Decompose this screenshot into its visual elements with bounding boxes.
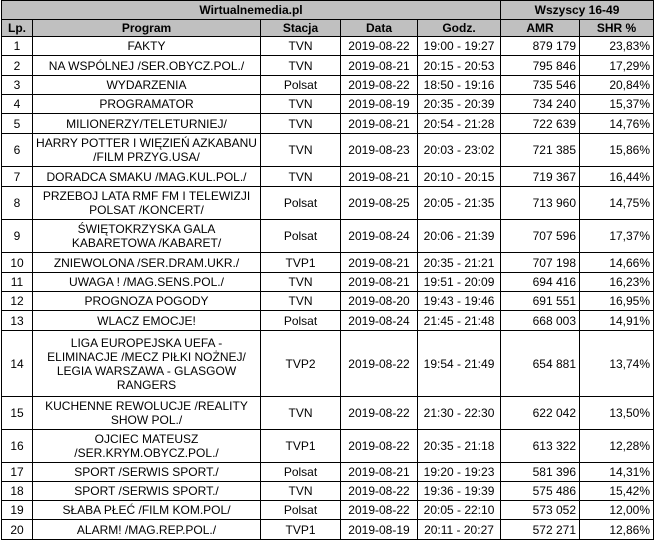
shr-cell: 20,84% <box>580 76 654 95</box>
date-cell: 2019-08-19 <box>341 95 418 114</box>
station-cell: TVP1 <box>261 520 341 540</box>
amr-cell: 668 003 <box>501 311 580 331</box>
time-cell: 20:10 - 20:15 <box>418 167 501 187</box>
shr-cell: 14,66% <box>580 253 654 273</box>
shr-cell: 14,76% <box>580 114 654 134</box>
date-cell: 2019-08-22 <box>341 397 418 430</box>
shr-header: SHR % <box>580 20 654 37</box>
source-title: Wirtualnemedia.pl <box>2 1 501 20</box>
station-cell: TVN <box>261 114 341 134</box>
column-header-row <box>2 20 654 37</box>
shr-cell: 16,95% <box>580 292 654 311</box>
table-row <box>2 520 654 540</box>
station-cell: Polsat <box>261 187 341 220</box>
program-cell: OJCIEC MATEUSZ /SER.KRYM.OBYCZ.POL./ <box>33 430 261 463</box>
rank-cell: 14 <box>2 331 33 397</box>
program-cell: UWAGA ! /MAG.SENS.POL./ <box>33 273 261 292</box>
station-cell: Polsat <box>261 463 341 482</box>
date-cell: 2019-08-24 <box>341 220 418 253</box>
date-cell: 2019-08-22 <box>341 76 418 95</box>
time-cell: 19:36 - 19:39 <box>418 482 501 501</box>
station-cell: TVP2 <box>261 331 341 397</box>
amr-cell: 735 546 <box>501 76 580 95</box>
rank-header: Lp. <box>2 20 33 37</box>
table-row <box>2 134 654 167</box>
amr-cell: 707 198 <box>501 253 580 273</box>
date-cell: 2019-08-21 <box>341 273 418 292</box>
time-cell: 19:00 - 19:27 <box>418 37 501 56</box>
time-cell: 19:54 - 21:49 <box>418 331 501 397</box>
table-row <box>2 167 654 187</box>
amr-cell: 573 052 <box>501 501 580 520</box>
station-cell: TVN <box>261 482 341 501</box>
date-header: Data <box>341 20 418 37</box>
rank-cell: 1 <box>2 37 33 56</box>
amr-cell: 734 240 <box>501 95 580 114</box>
date-cell: 2019-08-23 <box>341 134 418 167</box>
table-row <box>2 311 654 331</box>
date-cell: 2019-08-22 <box>341 37 418 56</box>
station-cell: Polsat <box>261 501 341 520</box>
amr-cell: 721 385 <box>501 134 580 167</box>
table-row <box>2 187 654 220</box>
amr-cell: 691 551 <box>501 292 580 311</box>
time-cell: 18:50 - 19:16 <box>418 76 501 95</box>
shr-cell: 13,74% <box>580 331 654 397</box>
amr-cell: 622 042 <box>501 397 580 430</box>
table-row <box>2 95 654 114</box>
shr-cell: 12,28% <box>580 430 654 463</box>
date-cell: 2019-08-22 <box>341 331 418 397</box>
program-cell: SPORT /SERWIS SPORT./ <box>33 482 261 501</box>
date-cell: 2019-08-21 <box>341 56 418 76</box>
table-row <box>2 482 654 501</box>
time-cell: 19:51 - 20:09 <box>418 273 501 292</box>
title-row <box>2 1 654 20</box>
table-row <box>2 273 654 292</box>
station-cell: Polsat <box>261 311 341 331</box>
date-cell: 2019-08-21 <box>341 463 418 482</box>
time-header: Godz. <box>418 20 501 37</box>
station-cell: TVN <box>261 56 341 76</box>
rank-cell: 18 <box>2 482 33 501</box>
shr-cell: 14,91% <box>580 311 654 331</box>
rank-cell: 11 <box>2 273 33 292</box>
date-cell: 2019-08-21 <box>341 114 418 134</box>
rank-cell: 4 <box>2 95 33 114</box>
station-cell: TVN <box>261 292 341 311</box>
rank-cell: 3 <box>2 76 33 95</box>
station-cell: TVN <box>261 397 341 430</box>
station-cell: TVP1 <box>261 253 341 273</box>
program-cell: ALARM! /MAG.REP.POL./ <box>33 520 261 540</box>
table-row <box>2 331 654 397</box>
amr-cell: 795 846 <box>501 56 580 76</box>
program-cell: SPORT /SERWIS SPORT./ <box>33 463 261 482</box>
date-cell: 2019-08-21 <box>341 253 418 273</box>
station-cell: TVN <box>261 273 341 292</box>
shr-cell: 14,31% <box>580 463 654 482</box>
amr-cell: 613 322 <box>501 430 580 463</box>
program-cell: PROGRAMATOR <box>33 95 261 114</box>
station-cell: TVN <box>261 37 341 56</box>
table-row <box>2 56 654 76</box>
rank-cell: 13 <box>2 311 33 331</box>
time-cell: 20:35 - 20:39 <box>418 95 501 114</box>
program-cell: WYDARZENIA <box>33 76 261 95</box>
table-body <box>2 37 654 540</box>
date-cell: 2019-08-22 <box>341 430 418 463</box>
time-cell: 20:35 - 21:21 <box>418 253 501 273</box>
program-cell: PRZEBOJ LATA RMF FM I TELEWIZJI POLSAT /KONCERT/ <box>33 187 261 220</box>
shr-cell: 14,75% <box>580 187 654 220</box>
shr-cell: 17,37% <box>580 220 654 253</box>
time-cell: 20:15 - 20:53 <box>418 56 501 76</box>
time-cell: 20:11 - 20:27 <box>418 520 501 540</box>
station-cell: Polsat <box>261 220 341 253</box>
station-cell: TVN <box>261 167 341 187</box>
rank-cell: 6 <box>2 134 33 167</box>
program-cell: ŚWIĘTOKRZYSKA GALA KABARETOWA /KABARET/ <box>33 220 261 253</box>
time-cell: 21:30 - 22:30 <box>418 397 501 430</box>
table-row <box>2 397 654 430</box>
amr-cell: 707 596 <box>501 220 580 253</box>
rank-cell: 8 <box>2 187 33 220</box>
time-cell: 20:03 - 23:02 <box>418 134 501 167</box>
table-row <box>2 220 654 253</box>
shr-cell: 12,00% <box>580 501 654 520</box>
ratings-table <box>1 0 654 540</box>
rank-cell: 17 <box>2 463 33 482</box>
time-cell: 21:45 - 21:48 <box>418 311 501 331</box>
date-cell: 2019-08-25 <box>341 187 418 220</box>
segment-title: Wszyscy 16-49 <box>501 1 654 20</box>
program-cell: ZNIEWOLONA /SER.DRAM.UKR./ <box>33 253 261 273</box>
station-cell: TVP1 <box>261 430 341 463</box>
time-cell: 19:20 - 19:23 <box>418 463 501 482</box>
program-cell: FAKTY <box>33 37 261 56</box>
rank-cell: 16 <box>2 430 33 463</box>
date-cell: 2019-08-21 <box>341 167 418 187</box>
time-cell: 20:54 - 21:28 <box>418 114 501 134</box>
rank-cell: 5 <box>2 114 33 134</box>
shr-cell: 13,50% <box>580 397 654 430</box>
program-cell: HARRY POTTER I WIĘZIEŃ AZKABANU /FILM PRZYG.USA/ <box>33 134 261 167</box>
date-cell: 2019-08-22 <box>341 482 418 501</box>
station-header: Stacja <box>261 20 341 37</box>
amr-cell: 713 960 <box>501 187 580 220</box>
rank-cell: 9 <box>2 220 33 253</box>
table-row <box>2 114 654 134</box>
time-cell: 20:05 - 22:10 <box>418 501 501 520</box>
program-cell: NA WSPÓLNEJ /SER.OBYCZ.POL./ <box>33 56 261 76</box>
time-cell: 19:43 - 19:46 <box>418 292 501 311</box>
program-cell: WLACZ EMOCJE! <box>33 311 261 331</box>
table-row <box>2 253 654 273</box>
rank-cell: 10 <box>2 253 33 273</box>
date-cell: 2019-08-24 <box>341 311 418 331</box>
program-header: Program <box>33 20 261 37</box>
rank-cell: 7 <box>2 167 33 187</box>
rank-cell: 12 <box>2 292 33 311</box>
station-cell: TVN <box>261 134 341 167</box>
table-row <box>2 430 654 463</box>
amr-cell: 722 639 <box>501 114 580 134</box>
shr-cell: 16,44% <box>580 167 654 187</box>
program-cell: LIGA EUROPEJSKA UEFA - ELIMINACJE /MECZ PIŁKI NOŻNEJ/ LEGIA WARSZAWA - GLASGOW RANGERS <box>33 331 261 397</box>
shr-cell: 12,86% <box>580 520 654 540</box>
amr-cell: 572 271 <box>501 520 580 540</box>
station-cell: Polsat <box>261 76 341 95</box>
program-cell: SŁABA PŁEĆ /FILM KOM.POL/ <box>33 501 261 520</box>
amr-cell: 575 486 <box>501 482 580 501</box>
shr-cell: 16,23% <box>580 273 654 292</box>
amr-cell: 581 396 <box>501 463 580 482</box>
date-cell: 2019-08-20 <box>341 292 418 311</box>
table-row <box>2 76 654 95</box>
shr-cell: 15,86% <box>580 134 654 167</box>
program-cell: DORADCA SMAKU /MAG.KUL.POL./ <box>33 167 261 187</box>
program-cell: PROGNOZA POGODY <box>33 292 261 311</box>
amr-cell: 694 416 <box>501 273 580 292</box>
date-cell: 2019-08-19 <box>341 520 418 540</box>
table-row <box>2 463 654 482</box>
table-row <box>2 292 654 311</box>
time-cell: 20:35 - 21:18 <box>418 430 501 463</box>
program-cell: KUCHENNE REWOLUCJE /REALITY SHOW POL./ <box>33 397 261 430</box>
shr-cell: 23,83% <box>580 37 654 56</box>
program-cell: MILIONERZY/TELETURNIEJ/ <box>33 114 261 134</box>
rank-cell: 19 <box>2 501 33 520</box>
shr-cell: 15,37% <box>580 95 654 114</box>
date-cell: 2019-08-22 <box>341 501 418 520</box>
shr-cell: 17,29% <box>580 56 654 76</box>
rank-cell: 2 <box>2 56 33 76</box>
amr-header: AMR <box>501 20 580 37</box>
table-row <box>2 37 654 56</box>
table-row <box>2 501 654 520</box>
amr-cell: 879 179 <box>501 37 580 56</box>
time-cell: 20:05 - 21:35 <box>418 187 501 220</box>
amr-cell: 654 881 <box>501 331 580 397</box>
time-cell: 20:06 - 21:39 <box>418 220 501 253</box>
rank-cell: 20 <box>2 520 33 540</box>
rank-cell: 15 <box>2 397 33 430</box>
amr-cell: 719 367 <box>501 167 580 187</box>
shr-cell: 15,42% <box>580 482 654 501</box>
station-cell: TVN <box>261 95 341 114</box>
